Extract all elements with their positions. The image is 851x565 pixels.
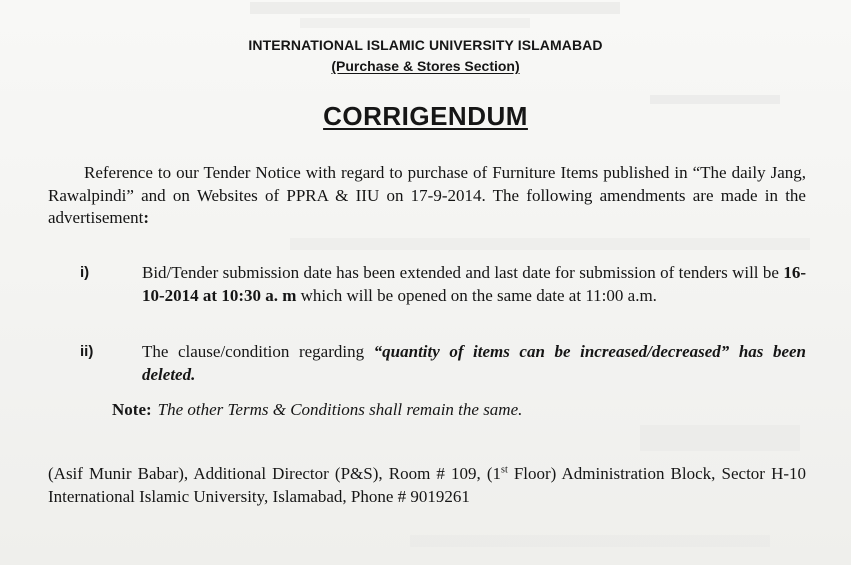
document-title — [0, 101, 851, 132]
amendment-text-b: which will be opened on the same date at 11:00 a.m. — [296, 285, 657, 305]
university-heading: INTERNATIONAL ISLAMIC UNIVERSITY ISLAMABAD — [248, 37, 603, 53]
bleed-through-mark — [290, 238, 810, 250]
section-subheading-text: (Purchase & Stores Section) — [331, 58, 520, 74]
section-subheading — [0, 58, 851, 74]
intro-colon: : — [143, 208, 150, 227]
intro-text: Reference to our Tender Notice with regard to purchase of Furniture Items published in “The daily Jang, Rawalpindi” and on Websites of PPRA & IIU on 17-9-2014 — [48, 163, 806, 205]
amendment-text — [142, 262, 806, 307]
contact-superscript: st — [501, 464, 508, 476]
amendment-deadline: 16-10-2014 at 10:30 a. m — [142, 263, 806, 305]
bleed-through-mark — [250, 2, 620, 14]
document-title-text: CORRIGENDUM — [323, 101, 528, 131]
bleed-through-mark — [300, 18, 530, 28]
intro-text-cont: . The following amendments are made in the advertisement — [48, 185, 806, 227]
contact-text: (Asif Munir Babar), Additional Director (P&S), Room # 109, (1 — [48, 464, 502, 483]
note-text: The other Terms & Conditions shall remain the same. — [157, 400, 523, 419]
bleed-through-mark — [410, 535, 770, 547]
amendment-number: i) — [80, 264, 90, 281]
intro-paragraph — [48, 162, 806, 230]
contact-text-cont: Floor) Administration Block, Sector H-10 International Islamic University, Islamabad, Phone # 9019261 — [48, 464, 807, 506]
amendment-text-a: Bid/Tender submission date has been extended and last date for submission of tenders will be — [142, 263, 784, 282]
amendment-number: ii) — [80, 343, 94, 360]
bleed-through-mark — [640, 425, 800, 451]
note-line — [112, 399, 522, 422]
contact-paragraph — [48, 463, 806, 508]
amendment-text-a: The clause/condition regarding — [142, 342, 374, 361]
note-label: Note: — [112, 400, 152, 419]
amendment-deleted-clause: “quantity of items can be increased/decreased” has been deleted. — [142, 342, 806, 384]
amendment-text — [142, 341, 806, 386]
